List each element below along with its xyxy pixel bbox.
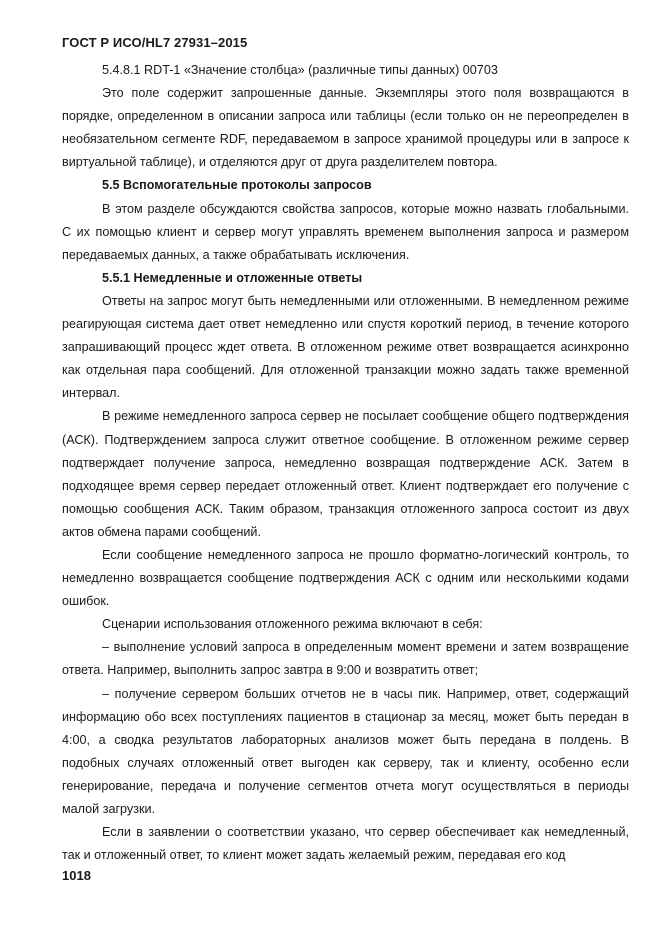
- paragraph: В этом разделе обсуждаются свойства запросов, которые можно назвать глобальными. С их помощью клиент и сервер могут управлять временем выполнения запроса и размером передаваемых данных, а также обрабатывать исключения.: [62, 201, 629, 262]
- standard-designation: ГОСТ Р ИСО/HL7 27931–2015: [62, 35, 248, 50]
- list-item: – получение сервером больших отчетов не в часы пик. Например, ответ, содержащий информацию обо всех поступлениях пациентов в стационар за месяц, может быть передан в 4:00, а сводка результатов лабораторных анализов может быть передана в полдень. В подобных случаях отложенный ответ выгоден как серверу, так и клиенту, особенно если генерирование, передача и получение сегментов отчета могут осуществляться в периоды малой загрузки.: [62, 686, 629, 816]
- list-item: – выполнение условий запроса в определенным момент времени и затем возвращение ответа. Например, выполнить запрос завтра в 9:00 и возвратить ответ;: [62, 640, 629, 678]
- paragraph: Это поле содержит запрошенные данные. Экземпляры этого поля возвращаются в порядке, определенном в описании запроса или таблицы (если только он не переопределен в необязательном сегменте RDF, передаваемом в запросе хранимой процедуры или в запросе к виртуальной таблице), и отделяются друг от друга разделителем повтора.: [62, 86, 629, 170]
- document-body: [62, 59, 629, 867]
- subsection-heading: 5.5.1 Немедленные и отложенные ответы: [102, 270, 363, 285]
- paragraph: Если в заявлении о соответствии указано, что сервер обеспечивает как немедленный, так и отложенный ответ, то клиент может задать желаемый режим, передавая его код: [62, 825, 629, 863]
- section-heading: 5.5 Вспомогательные протоколы запросов: [102, 178, 372, 193]
- field-definition-title: 5.4.8.1 RDT-1 «Значение столбца» (различные типы данных) 00703: [102, 63, 498, 77]
- paragraph: В режиме немедленного запроса сервер не посылает сообщение общего подтверждения (АСК). Подтверждением запроса служит ответное сообщение. В отложенном режиме сервер подтверждает получение запроса, немедленно возвращая подтверждение АСК. Затем в подходящее время сервер передает отложенный ответ. Клиент подтверждает его получение с помощью сообщения АСК. Таким образом, транзакция отложенного запроса состоит из двух актов обмена парами сообщений.: [62, 409, 629, 539]
- paragraph: Если сообщение немедленного запроса не прошло форматно-логический контроль, то немедленно возвращается сообщение подтверждения АСК с одним или несколькими кодами ошибок.: [62, 547, 629, 609]
- page-number: 1018: [62, 868, 91, 883]
- paragraph: Ответы на запрос могут быть немедленными или отложенными. В немедленном режиме реагирующая система дает ответ немедленно или спустя короткий период, в течение которого запрашивающий процесс ждет ответа. В отложенном режиме ответ возвращается асинхронно как отдельная пара сообщений. Для отложенной транзакции можно задать также временной интервал.: [62, 293, 629, 401]
- paragraph: Сценарии использования отложенного режима включают в себя:: [102, 617, 483, 632]
